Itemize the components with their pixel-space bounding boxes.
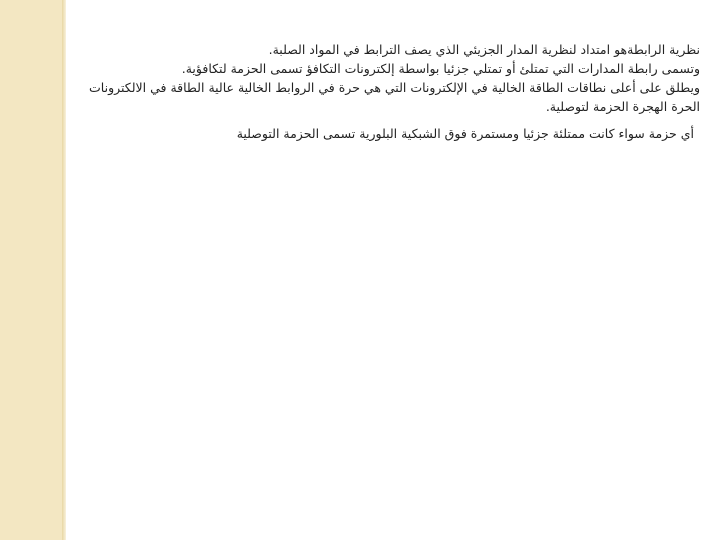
decorative-band-edge	[62, 0, 66, 540]
paragraph-conduction-band-definition: أي حزمة سواء كانت ممتلئة جزئيا ومستمرة فوق الشبكية البلورية تسمى الحزمة التوصلية	[236, 126, 694, 141]
paragraph-band-theory-definition: نظرية الرابطةهو امتداد لنظرية المدار الجزيئي الذي يصف الترابط في المواد الصلبة.	[268, 42, 700, 57]
paragraph-valence-band: وتسمى رابطة المدارات التي تمتلئ أو تمتلي جزئيا بواسطة إلكترونات التكافؤ تسمى الحزمة لتكافؤية.	[181, 61, 700, 76]
decorative-side-band	[0, 0, 62, 540]
slide-text-body	[70, 40, 700, 143]
paragraph-conduction-band-intro: ويطلق على أعلى نطاقات الطاقة الخالية في الإلكترونات التي هي حرة في الروابط الخالية عالية الطاقة في الالكترونات الحرة الهجرة الحزمة لتوصلية.	[89, 80, 700, 114]
